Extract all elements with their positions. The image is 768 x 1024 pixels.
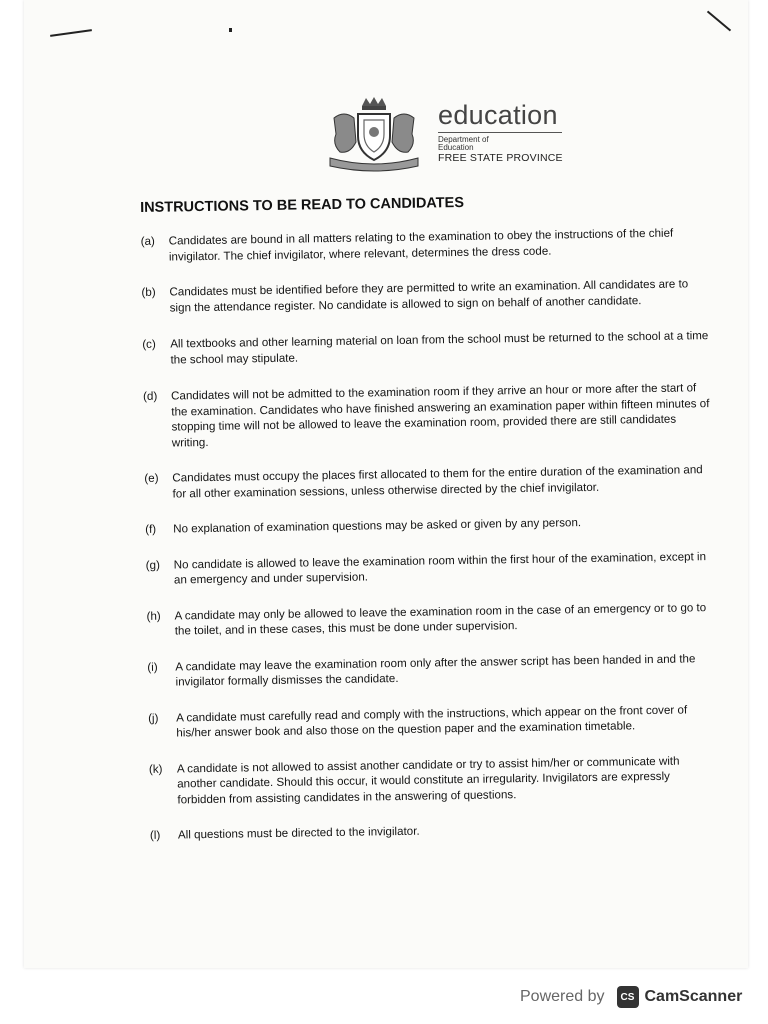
instruction-item — [146, 599, 716, 639]
item-letter: (d) — [142, 389, 158, 403]
instructions-content — [140, 191, 720, 843]
scan-mark — [50, 29, 92, 37]
item-letter: (b) — [141, 285, 156, 299]
instruction-item — [144, 462, 714, 502]
logo-text — [438, 100, 563, 165]
logo-divider — [438, 132, 562, 133]
camscanner-logo-icon: CS — [617, 986, 639, 1008]
department-name: Department of Education — [438, 135, 489, 152]
instruction-item — [149, 752, 720, 807]
item-text: Candidates must be identified before they are permitted to write an examination. All candidates are to sign the attendance register. No candidate is allowed to sign on behalf of another candidate. — [169, 277, 689, 315]
camscanner-name: CamScanner — [644, 988, 743, 1005]
item-letter: (k) — [148, 762, 163, 776]
item-letter: (a) — [140, 234, 155, 248]
province-name: FREE STATE PROVINCE — [438, 152, 563, 164]
item-letter: (g) — [145, 558, 161, 572]
coat-of-arms-icon — [324, 96, 424, 174]
item-text: Candidates must occupy the places first allocated to them for the entire duration of the examination and for all other examination sessions, unless otherwise directed by the chief invigilator. — [172, 463, 703, 501]
item-letter: (c) — [142, 337, 156, 351]
item-text: Candidates will not be admitted to the examination room if they arrive an hour or more after the start of the examination. Candidates who have finished answering an examination paper within fifteen minutes of stopping time will not be allowed to leave the examination room, provided there are still candidates writing. — [170, 381, 710, 450]
powered-by-label: Powered by — [520, 988, 605, 1005]
camscanner-watermark — [520, 980, 742, 1014]
item-text: All textbooks and other learning material on loan from the school must be returned to the school at a time the school may stipulate. — [170, 329, 709, 367]
scan-mark — [707, 11, 731, 32]
instruction-item — [147, 650, 717, 690]
instruction-item — [145, 513, 715, 537]
item-text: Candidates are bound in all matters relating to the examination to obey the instructions of the chief invigilator. The chief invigilator, where relevant, determines the dress code. — [168, 226, 674, 264]
instruction-item — [146, 549, 716, 589]
item-letter: (h) — [146, 609, 161, 623]
item-letter: (f) — [145, 522, 157, 536]
item-letter: (l) — [149, 828, 161, 842]
instruction-item — [143, 380, 714, 451]
item-text: No candidate is allowed to leave the examination room within the first hour of the examination, except in an emergency and under supervision. — [173, 549, 707, 587]
document-title: INSTRUCTIONS TO BE READ TO CANDIDATES — [140, 194, 465, 216]
instruction-item — [141, 276, 711, 316]
item-text: A candidate may only be allowed to leave the examination room in the case of an emergency or to go to the toilet, and in these cases, this must be done under supervision. — [174, 600, 707, 638]
instruction-item — [142, 328, 712, 368]
item-text: A candidate may leave the examination room only after the answer script has been handed in and the invigilator formally dismisses the candidate. — [175, 651, 696, 689]
item-letter: (e) — [144, 471, 159, 485]
instruction-item — [141, 225, 711, 265]
item-text: All questions must be directed to the invigilator. — [177, 824, 420, 842]
item-letter: (j) — [148, 711, 159, 725]
logo-word: education — [438, 100, 558, 130]
item-text: A candidate must carefully read and comply with the instructions, which appear on the front cover of his/her answer book and also those on the question paper and the examination timetable. — [176, 702, 688, 740]
item-letter: (i) — [147, 660, 158, 674]
item-text: No explanation of examination questions may be asked or given by any person. — [173, 516, 582, 536]
item-text: A candidate is not allowed to assist another candidate or try to assist him/her or communicate with another candidate. Should this occur, it would constitute an irregularity. Invigilators are expressly forbidden from assisting candidates in the answering of questions. — [176, 754, 680, 806]
scan-mark — [229, 28, 232, 32]
instruction-item — [148, 701, 718, 741]
department-logo — [324, 96, 584, 176]
